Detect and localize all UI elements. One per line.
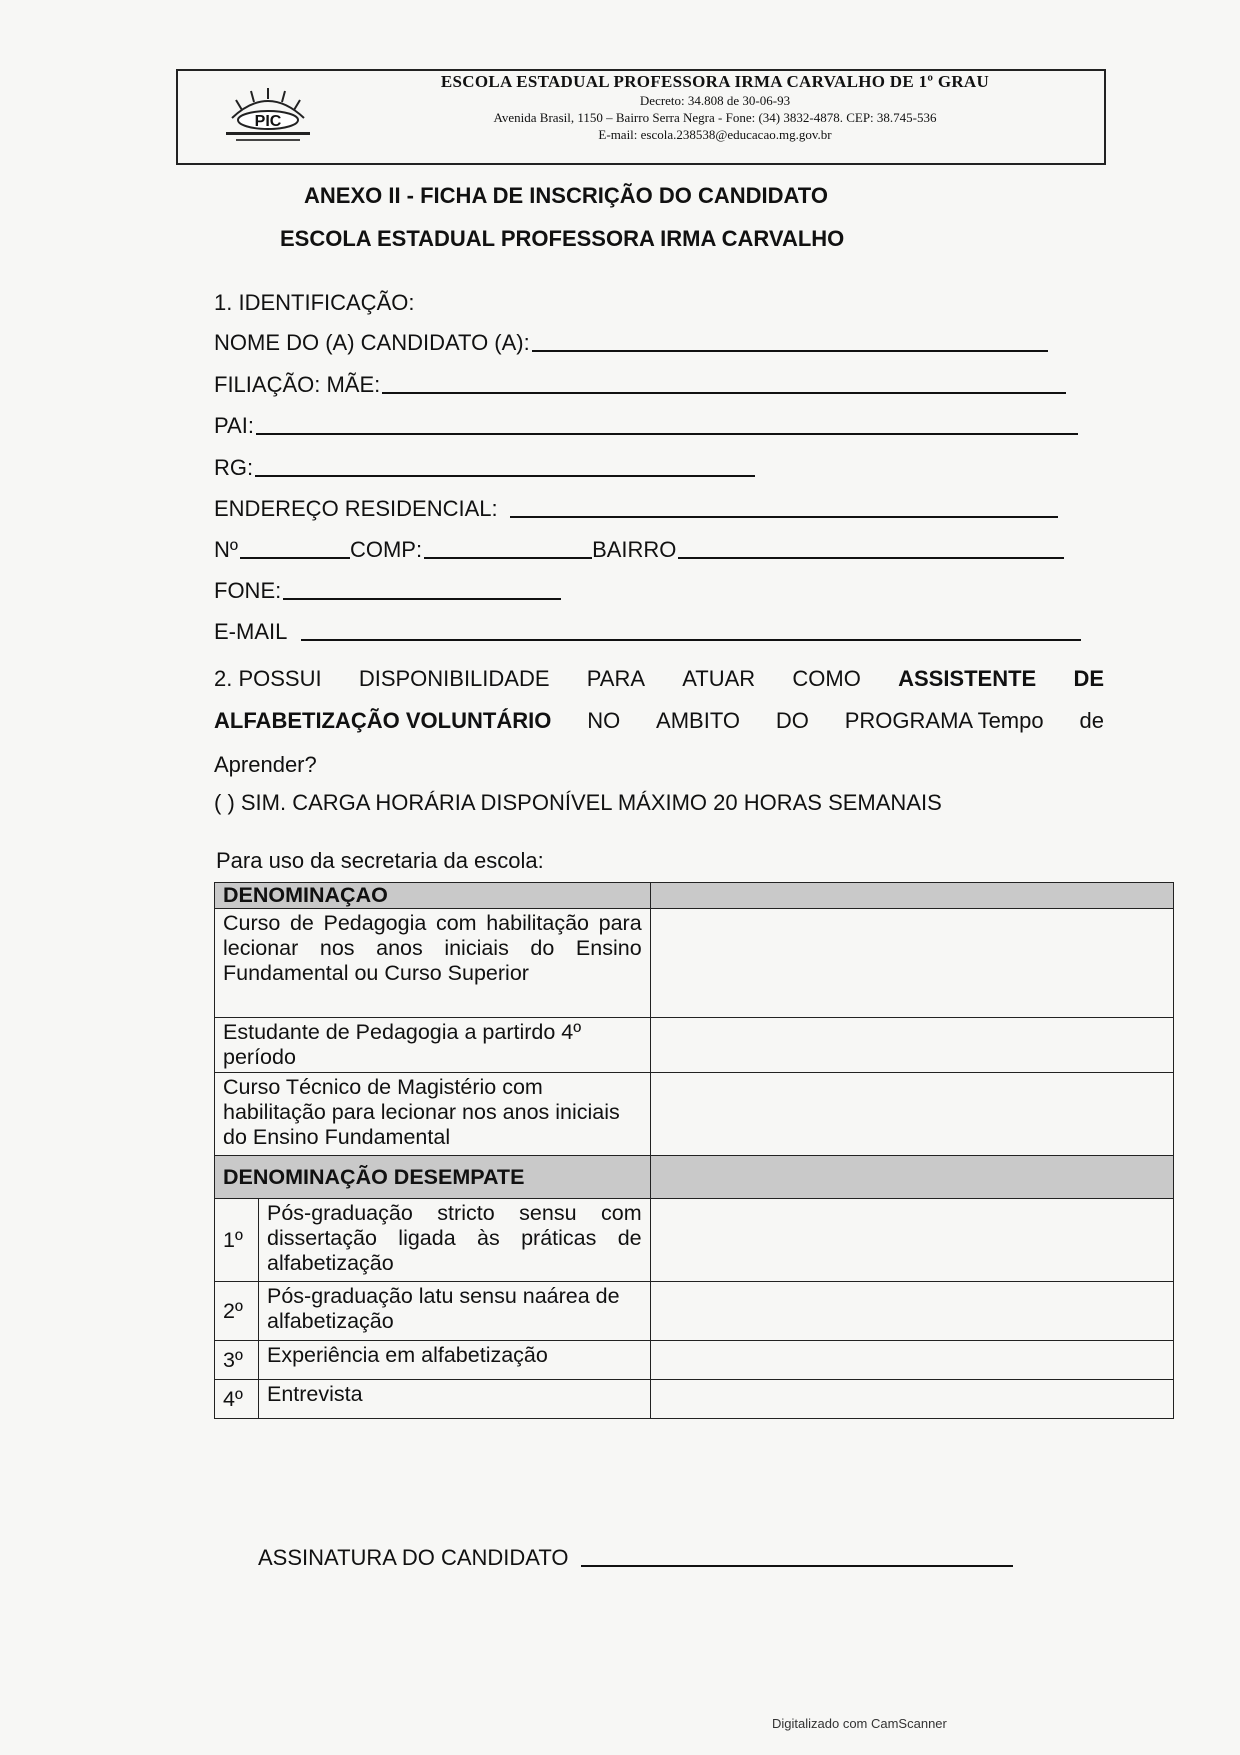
phone-line[interactable]	[283, 598, 561, 600]
tiebreak-criteria: Experiência em alfabetização	[258, 1341, 650, 1380]
q-word-9: PROGRAMA Tempo	[844, 708, 1044, 733]
rg-label: RG:	[214, 455, 254, 480]
table-header-blank	[650, 1156, 1173, 1199]
letterhead-email: E-mail: escola.238538@educacao.mg.gov.br	[598, 127, 832, 142]
logo-text: PIC	[254, 113, 282, 130]
availability-question-line1	[214, 666, 1104, 692]
table-header-blank	[650, 883, 1173, 909]
tiebreak-rank: 1º	[215, 1199, 259, 1282]
email-label: E-MAIL	[214, 619, 288, 644]
criteria-cell: Curso de Pedagogia com habilitação para lecionar nos anos iniciais do Ensino Fundamental ou Curso Superior	[215, 909, 651, 1018]
comp-line[interactable]	[424, 557, 592, 559]
rg-field[interactable]	[214, 455, 755, 481]
criteria-table	[214, 882, 1174, 1419]
score-cell[interactable]	[650, 1018, 1173, 1073]
address-label: ENDEREÇO RESIDENCIAL:	[214, 496, 498, 521]
signature-label: ASSINATURA DO CANDIDATO	[258, 1545, 569, 1570]
phone-field[interactable]	[214, 578, 561, 604]
tiebreak-criteria: Pós-graduação latu sensu naárea de alfabetização	[258, 1282, 650, 1341]
score-cell[interactable]	[650, 1282, 1173, 1341]
number-label: Nº	[214, 537, 238, 562]
q-word-3: PARA	[586, 666, 646, 691]
availability-yes-option[interactable]: ( ) SIM. CARGA HORÁRIA DISPONÍVEL MÁXIMO 20 HORAS SEMANAIS	[214, 790, 942, 815]
address-line[interactable]	[510, 516, 1058, 518]
table-row	[215, 909, 1174, 1018]
tiebreak-criteria: Pós-graduação stricto sensu com dissertação ligada às práticas de alfabetização	[258, 1199, 650, 1282]
availability-question-line3: Aprender?	[214, 752, 317, 777]
table-row	[215, 1199, 1174, 1282]
score-cell[interactable]	[650, 1073, 1173, 1156]
secretaria-label: Para uso da secretaria da escola:	[216, 848, 544, 873]
q-word-8: DO	[775, 708, 809, 733]
q-bold-3: ALFABETIZAÇÃO VOLUNTÁRIO	[214, 708, 552, 733]
mother-line[interactable]	[382, 392, 1066, 394]
name-line[interactable]	[532, 350, 1048, 352]
letterhead-decree: Decreto: 34.808 de 30-06-93	[639, 93, 791, 108]
score-cell[interactable]	[650, 909, 1173, 1018]
letterhead-address: Avenida Brasil, 1150 – Bairro Serra Negra - Fone: (34) 3832-4878. CEP: 38.745-536	[493, 110, 937, 125]
signature-line[interactable]	[581, 1565, 1013, 1567]
annex-title: ANEXO II - FICHA DE INSCRIÇÃO DO CANDIDATO	[304, 183, 828, 208]
table-row	[215, 1380, 1174, 1419]
father-field[interactable]	[214, 413, 1078, 439]
table-header-row	[215, 1156, 1174, 1199]
name-label: NOME DO (A) CANDIDATO (A):	[214, 330, 530, 355]
table-row	[215, 1073, 1174, 1156]
q-word-7: AMBITO	[656, 708, 740, 733]
table-row	[215, 1282, 1174, 1341]
email-field[interactable]	[214, 619, 1081, 645]
q-bold-1: ASSISTENTE	[898, 666, 1037, 691]
table-header-denomination: DENOMINAÇAO	[215, 883, 651, 909]
mother-label: FILIAÇÃO: MÃE:	[214, 372, 381, 397]
availability-question-line2	[214, 708, 1104, 734]
father-line[interactable]	[256, 433, 1078, 435]
father-label: PAI:	[214, 413, 254, 438]
comp-label: COMP:	[349, 537, 423, 562]
district-label: BAIRRO	[592, 537, 677, 562]
school-title: ESCOLA ESTADUAL PROFESSORA IRMA CARVALHO	[280, 226, 845, 251]
criteria-cell: Estudante de Pedagogia a partirdo 4º período	[215, 1018, 651, 1073]
tiebreak-rank: 4º	[215, 1380, 259, 1419]
q-word-2: DISPONIBILIDADE	[358, 666, 550, 691]
criteria-cell: Curso Técnico de Magistério com habilitação para lecionar nos anos iniciais do Ensino Fundamental	[215, 1073, 651, 1156]
q-word-5: COMO	[792, 666, 861, 691]
letterhead-school-name: ESCOLA ESTADUAL PROFESSORA IRMA CARVALHO DE 1º GRAU	[440, 72, 990, 91]
table-row	[215, 1341, 1174, 1380]
signature-field[interactable]	[258, 1545, 1013, 1571]
q-word-10: de	[1079, 708, 1104, 733]
table-header-tiebreak: DENOMINAÇÃO DESEMPATE	[215, 1156, 651, 1199]
tiebreak-criteria: Entrevista	[258, 1380, 650, 1419]
q-word-6: NO	[587, 708, 621, 733]
number-line[interactable]	[240, 557, 350, 559]
tiebreak-rank: 3º	[215, 1341, 259, 1380]
scanner-footer: Digitalizado com CamScanner	[772, 1716, 947, 1731]
address-field[interactable]	[214, 496, 1058, 522]
q-word-1: 2. POSSUI	[214, 666, 322, 691]
number-comp-district-field[interactable]	[214, 537, 1064, 563]
email-line[interactable]	[301, 639, 1081, 641]
table-header-row	[215, 883, 1174, 909]
name-field[interactable]	[214, 330, 1048, 356]
score-cell[interactable]	[650, 1341, 1173, 1380]
rg-line[interactable]	[255, 475, 755, 477]
score-cell[interactable]	[650, 1199, 1173, 1282]
section-identification-title: 1. IDENTIFICAÇÃO:	[214, 290, 415, 315]
score-cell[interactable]	[650, 1380, 1173, 1419]
table-row	[215, 1018, 1174, 1073]
phone-label: FONE:	[214, 578, 282, 603]
mother-field[interactable]	[214, 372, 1066, 398]
school-logo	[212, 88, 324, 148]
tiebreak-rank: 2º	[215, 1282, 259, 1341]
district-line[interactable]	[678, 557, 1064, 559]
q-bold-2: DE	[1073, 666, 1104, 691]
q-word-4: ATUAR	[682, 666, 756, 691]
